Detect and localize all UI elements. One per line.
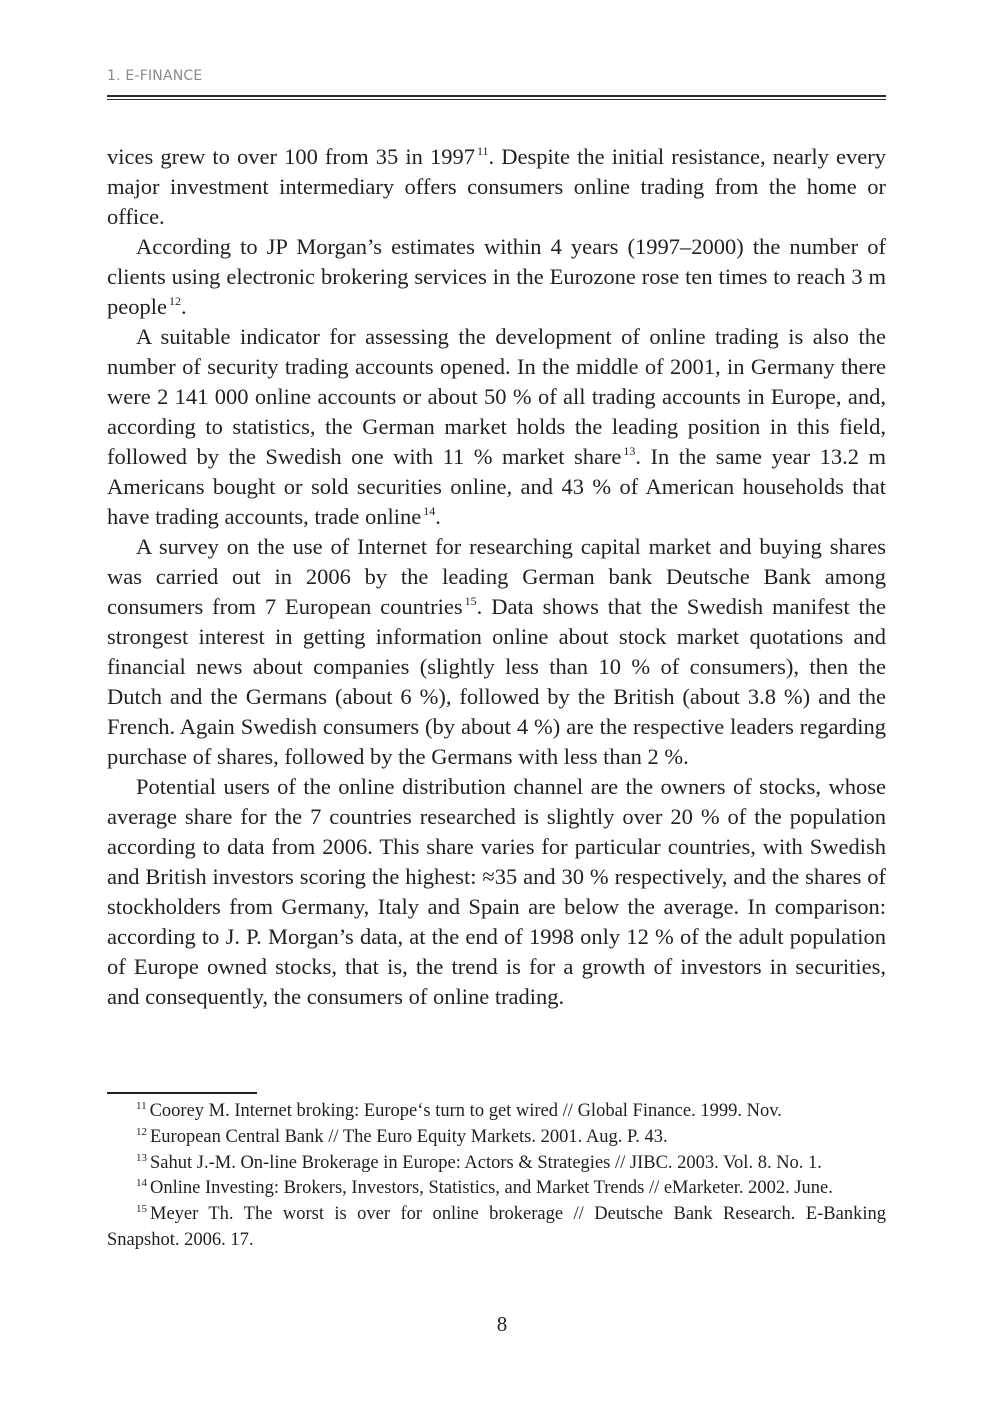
footnote-rule	[107, 1092, 257, 1094]
paragraph-5-text-a: Potential users of the online distribution channel are the owners of stocks, whose average share for the 7 countries researched is slightly over 20 % of the population according to data from 2006. This share varies for particular countries, with Swedish and British investors scoring the highest: ≈35 and 30 % respectively, and the shares of stockholders from Germany, Italy and Spain are below the average. In comparison: according to J. P. Morgan’s data, at the end of 1998 only 12 % of the adult population of Europe owned stocks, that is, the trend is for a growth of investors in securities, and consequently, the consumers of online trading.	[107, 774, 886, 1009]
footnote-number: 13	[136, 1151, 147, 1164]
footnote-number: 14	[136, 1177, 147, 1190]
footnote-ref-11[interactable]: 11	[476, 144, 489, 158]
footnote-14	[107, 1176, 886, 1202]
footnote-ref-15[interactable]: 15	[464, 594, 477, 608]
paragraph-3-text-c: .	[435, 504, 441, 529]
footnotes	[107, 1099, 886, 1254]
footnote-text: Coorey M. Internet broking: Europe‘s turn to get wired // Global Finance. 1999. Nov.	[149, 1101, 782, 1121]
paragraph-3	[107, 322, 886, 532]
paragraph-4-text-b: . Data shows that the Swedish manifest the strongest interest in getting information online about stock market quotations and financial news about companies (slightly less than 10 % of consumers), then the Dutch and the Germans (about 6 %), followed by the British (about 3.8 %) and the French. Again Swedish consumers (by about 4 %) are the respective leaders regarding purchase of shares, followed by the Germans with less than 2 %.	[107, 594, 886, 769]
footnote-12	[107, 1125, 886, 1151]
page-number: 8	[496, 1312, 508, 1336]
footnote-15	[107, 1202, 886, 1254]
running-head: 1. E-FINANCE	[107, 68, 203, 84]
footnote-text: Online Investing: Brokers, Investors, Statistics, and Market Trends // eMarketer. 2002. June.	[150, 1178, 833, 1199]
paragraph-4	[107, 532, 886, 772]
paragraph-2-text-a: According to JP Morgan’s estimates within 4 years (1997–2000) the number of clients using electronic brokering services in the Eurozone rose ten times to reach 3 m people	[107, 234, 886, 319]
footnote-13	[107, 1151, 886, 1177]
footnote-number: 11	[136, 1100, 147, 1112]
paragraph-2-text-b: .	[180, 294, 187, 319]
paragraph-2	[107, 232, 886, 322]
footnote-11	[107, 1099, 886, 1125]
paragraph-1-text-a: vices grew to over 100 from 35 in 1997	[107, 144, 475, 169]
paragraph-3-text-a: A suitable indicator for assessing the development of online trading is also the number of security trading accounts opened. In the middle of 2001, in Germany there were 2 141 000 online accounts or about 50 % of all trading accounts in Europe, and, according to statistics, the German market holds the leading position in this field, followed by the Swedish one with 11 % market share	[107, 324, 886, 469]
body-text	[107, 142, 886, 1012]
footnote-ref-13[interactable]: 13	[623, 444, 636, 458]
paragraph-1	[107, 142, 886, 232]
header-rule	[107, 95, 886, 100]
footnote-text: Sahut J.-M. On-line Brokerage in Europe: Actors & Strategies // JIBC. 2003. Vol. 8. No. 1.	[150, 1152, 822, 1173]
footnote-ref-12[interactable]: 12	[168, 294, 181, 308]
footnote-number: 12	[136, 1125, 147, 1138]
paragraph-4-text-a: A survey on the use of Internet for researching capital market and buying shares was carried out in 2006 by the leading German bank Deutsche Bank among consumers from 7 European countries	[107, 534, 886, 619]
footnote-number: 15	[136, 1203, 147, 1216]
footnote-text: European Central Bank // The Euro Equity Markets. 2001. Aug. P. 43.	[150, 1126, 668, 1147]
paragraph-5	[107, 772, 886, 1012]
paragraph-3-text-b: . In the same year 13.2 m Americans bought or sold securities online, and 43 % of American households that have trading accounts, trade online	[107, 444, 886, 529]
paragraph-1-text-b: . Despite the initial resistance, nearly every major investment intermediary offers consumers online trading from the home or office.	[107, 144, 886, 229]
footnote-ref-14[interactable]: 14	[423, 504, 436, 518]
footnote-text: Meyer Th. The worst is over for online brokerage // Deutsche Bank Research. E-Banking Snapshot. 2006. 17.	[107, 1204, 886, 1250]
